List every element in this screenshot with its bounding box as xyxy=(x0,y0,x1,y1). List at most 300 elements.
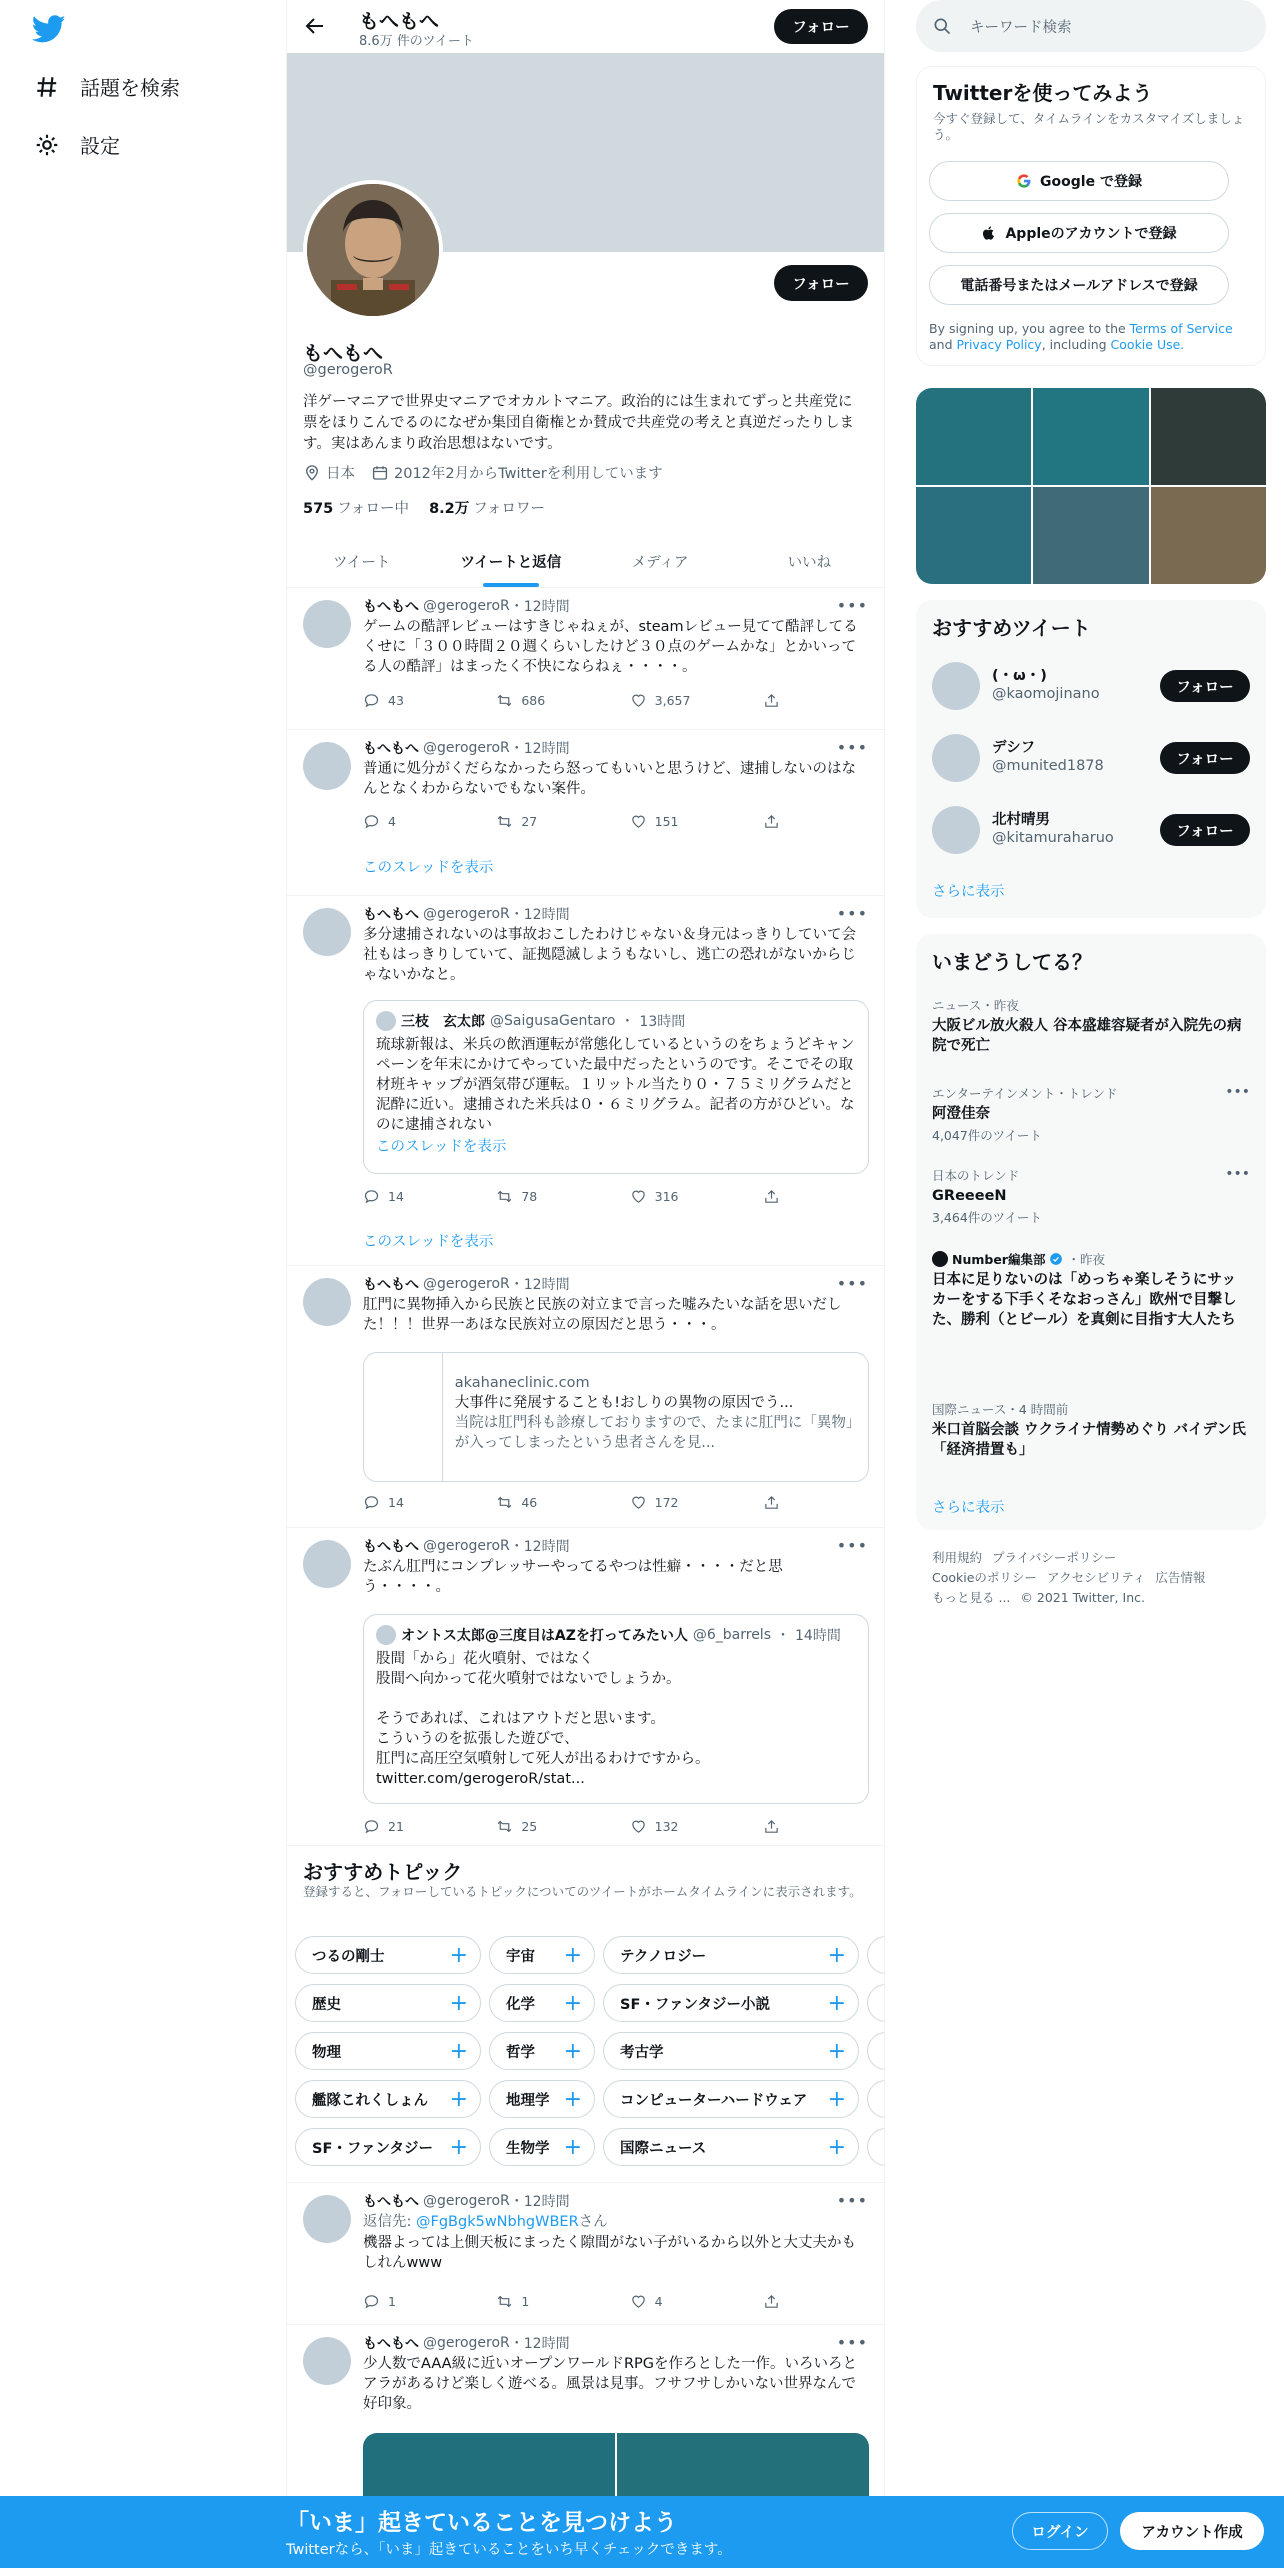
share-icon xyxy=(763,813,780,830)
footer-link[interactable]: 広告情報 xyxy=(1155,1570,1206,1585)
retweet-count: 46 xyxy=(521,1495,538,1510)
trend-title: 米口首脳会談 ウクライナ情勢めぐり バイデン氏「経済措置も」 xyxy=(932,1422,1246,1458)
tab-tweets-and-replies[interactable]: ツイートと返信 xyxy=(436,535,585,587)
bottom-bar-subtitle: Twitterなら、「いま」起きていることをいち早くチェックできます。 xyxy=(286,2542,732,2558)
retweet-icon xyxy=(496,692,513,709)
tweet-text: 普通に処分がくだらなかったら怒ってもいいと思うけど、逮捕しないのはなんとなくわからないでもない案件。 xyxy=(363,761,856,797)
topic-chip[interactable] xyxy=(295,1984,481,2022)
tweet-text: 多分逮捕されないのは事故おこしたわけじゃない＆身元はっきりしていて会社もはっきりしていて、証拠隠滅しようもないし、逃亡の恐れがないからじゃないかなと。 xyxy=(363,927,856,983)
bottom-signup-bar xyxy=(0,2496,1284,2568)
trend-category: 国際ニュース・4 時間前 xyxy=(932,1402,1069,1417)
nav-explore-label: 話題を検索 xyxy=(80,76,180,100)
topic-chip[interactable] xyxy=(295,1936,481,1974)
reply-button[interactable] xyxy=(363,1818,433,1835)
calendar-icon xyxy=(371,464,389,482)
topic-chip[interactable] xyxy=(603,2080,859,2118)
share-icon xyxy=(763,1818,780,1835)
followers-link[interactable] xyxy=(429,497,545,518)
retweet-count: 25 xyxy=(521,1819,538,1834)
topic-chip[interactable] xyxy=(489,2080,595,2118)
reply-button[interactable] xyxy=(363,813,433,830)
like-button[interactable] xyxy=(630,2293,700,2310)
header-name: もへもへ xyxy=(359,9,439,33)
tweet-text: ゲームの酷評レビューはすきじゃねぇが、steamレビュー見てて酷評してるくせに「３００時間２０週くらいしたけど３０点のゲームかな」とかいってる人の酷評」はまったく不快にならねぇ・・・・。 xyxy=(363,619,858,675)
topic-chip[interactable] xyxy=(603,2032,859,2070)
like-button[interactable] xyxy=(630,692,700,709)
more-options-icon[interactable]: ••• xyxy=(836,596,868,615)
topics-title: おすすめトピック xyxy=(303,1860,463,1884)
tweet-handle[interactable]: @gerogeroR xyxy=(423,2193,510,2209)
signup-terms xyxy=(929,321,1257,353)
apple-signup-label: Appleのアカウントで登録 xyxy=(1005,226,1177,242)
header-tweet-count: 8.6万 件のツイート xyxy=(359,34,474,49)
topic-label: 物理 xyxy=(312,2044,341,2061)
tweet-avatar[interactable] xyxy=(303,1278,351,1326)
share-button[interactable] xyxy=(763,692,783,709)
signup-card xyxy=(916,66,1266,366)
quote-text: 股間「から」花火噴射、ではなく 股間へ向かって花火噴射ではないでしょうか。 そうであれば、これはアウトだと思います。 こういうのを拡張した遊びで、 肛門に高圧空気噴射して死人が出るわけですから。 twitter.com/gerogeroR/stat... xyxy=(376,1651,710,1787)
reply-icon xyxy=(363,692,380,709)
reply-button[interactable] xyxy=(363,2293,433,2310)
show-thread-link[interactable]: このスレッドを表示 xyxy=(363,860,494,876)
topic-chip[interactable] xyxy=(867,2032,885,2070)
quoted-tweet[interactable]: 三枝 玄太郎 @SaigusaGentaro ・ 13時間 琉球新報は、米兵の飲酒運転が常態化しているというのをちょうどキャンペーンを年末にかけてやっていた最中だったというのです。そこでその取材班キャップが酒気帯び運転。１リットル当たり０・７５ミリグラムだと泥酔に近い。逮捕された米兵は０・６ミリグラム。記者の方がひどい。なのに逮捕されない このスレッドを表示 xyxy=(363,1000,869,1174)
trend-title: 阿澄佳奈 xyxy=(932,1106,990,1122)
recommended-user[interactable] xyxy=(932,730,1250,786)
retweet-button[interactable] xyxy=(496,1818,566,1835)
media-image[interactable] xyxy=(617,2433,869,2503)
footer-link[interactable]: Cookieのポリシー xyxy=(932,1570,1037,1585)
quote-time: 13時間 xyxy=(639,1014,686,1030)
profile-bio: 洋ゲーマニアで世界史マニアでオカルトマニア。政治的には生まれてずっと共産党に票をほりこんでるのになぜか集団自衛権とか賛成で共産党の考えと真逆だったりします。実はあんまり政治思想はないです。 xyxy=(303,394,854,452)
nav-explore[interactable] xyxy=(34,72,180,101)
profile-meta xyxy=(303,462,663,483)
quote-handle: @6_barrels xyxy=(692,1627,771,1643)
reply-icon xyxy=(363,1818,380,1835)
topic-row xyxy=(295,2128,885,2166)
quote-author-name: 三枝 玄太郎 xyxy=(401,1014,485,1030)
copyright: © 2021 Twitter, Inc. xyxy=(1020,1590,1145,1605)
tweet-handle[interactable]: @gerogeroR xyxy=(423,598,510,614)
tweet[interactable]: もへもへ @gerogeroR ・ 12時間 ••• 返信先: @FgBgk5wNbhgWBERさん 機器よっては上側天板にまったく隙間がない子がいるから以外と大丈夫かもしれんwww 1 1 4 xyxy=(287,2183,884,2325)
share-icon xyxy=(763,1494,780,1511)
tweet[interactable]: もへもへ @gerogeroR ・ 12時間 ••• ゲームの酷評レビューはすきじゃねぇが、steamレビュー見てて酷評してるくせに「３００時間２０週くらいしたけど３０点のゲームかな」とかいってる人の酷評」はまったく不快にならねぇ・・・・。 43 686 3,657 xyxy=(287,588,884,730)
profile-tabs xyxy=(287,535,884,588)
more-options-icon[interactable]: ••• xyxy=(836,2191,868,2210)
topic-chip[interactable] xyxy=(295,2128,481,2166)
topic-chip[interactable] xyxy=(603,1984,859,2022)
recommended-card xyxy=(916,600,1266,918)
trends-title: いまどうしてる？ xyxy=(932,950,1092,974)
share-button[interactable] xyxy=(763,813,783,830)
reply-icon xyxy=(363,2293,380,2310)
plus-icon: + xyxy=(563,1942,582,1968)
like-count: 151 xyxy=(654,814,679,829)
link-card-title: 大事件に発展することも!おしりの異物の原因でう... xyxy=(454,1395,794,1411)
recommended-user-name: 北村晴男 xyxy=(992,812,1050,828)
avatar[interactable] xyxy=(932,662,980,710)
trend-source: Number編集部 xyxy=(952,1252,1046,1267)
trend-category: 日本のトレンド xyxy=(932,1168,1020,1183)
link-card-thumbnail xyxy=(364,1353,443,1481)
google-signup-label: Google で登録 xyxy=(1040,174,1142,190)
retweet-button[interactable] xyxy=(496,2293,566,2310)
more-options-icon[interactable]: ••• xyxy=(836,2333,868,2352)
profile-avatar[interactable] xyxy=(303,180,443,320)
topic-label: 化学 xyxy=(506,1996,535,2013)
heart-icon xyxy=(630,692,647,709)
footer-more-link[interactable]: もっと見る ... xyxy=(932,1590,1011,1605)
tweet-author-name[interactable]: もへもへ xyxy=(363,2194,419,2210)
topic-chip[interactable] xyxy=(603,1936,859,1974)
show-more-link[interactable]: さらに表示 xyxy=(932,1500,1005,1516)
profile-joined: 2012年2月からTwitterを利用しています xyxy=(394,466,663,482)
topics-subtitle: 登録すると、フォローしているトピックについてのツイートがホームタイムラインに表示されます。 xyxy=(303,1884,862,1899)
media-thumbnail[interactable] xyxy=(1033,388,1148,485)
recommended-user[interactable] xyxy=(932,802,1250,858)
more-options-icon[interactable]: ••• xyxy=(836,1536,868,1555)
reply-icon xyxy=(363,1494,380,1511)
tweet-time[interactable]: 12時間 xyxy=(523,599,570,615)
like-count: 3,657 xyxy=(654,693,691,708)
tweet[interactable]: もへもへ @gerogeroR ・ 12時間 ••• 普通に処分がくだらなかったら怒ってもいいと思うけど、逮捕しないのはなんとなくわからないでもない案件。 4 27 151 このスレッドを表示 xyxy=(287,730,884,896)
tweet-handle[interactable]: @gerogeroR xyxy=(423,906,510,922)
topic-row xyxy=(295,1984,885,2022)
like-count: 132 xyxy=(654,1819,679,1834)
back-arrow-icon[interactable] xyxy=(303,14,327,38)
plus-icon: + xyxy=(563,2134,582,2160)
topic-label: 宇宙 xyxy=(506,1948,535,1965)
profile-header-bar xyxy=(287,0,884,53)
trend-item[interactable] xyxy=(932,1084,1250,1144)
plus-icon: + xyxy=(563,2086,582,2112)
show-more-link[interactable]: さらに表示 xyxy=(932,884,1005,900)
share-icon xyxy=(763,2293,780,2310)
reply-icon xyxy=(363,1188,380,1205)
like-button[interactable] xyxy=(630,1494,700,1511)
share-icon xyxy=(763,692,780,709)
recommended-user-name: (・ω・) xyxy=(992,668,1047,684)
topic-label: 歴史 xyxy=(312,1996,341,2013)
trend-title: 日本に足りないのは「めっちゃ楽しそうにサッカーをする下手くそなおっさん」欧州で目撃した、勝利（とビール）を真剣に目指す大人たち xyxy=(932,1272,1237,1328)
topic-chip[interactable] xyxy=(603,2128,859,2166)
heart-icon xyxy=(630,1188,647,1205)
tweet-avatar[interactable] xyxy=(303,742,351,790)
tweet-time[interactable]: 12時間 xyxy=(523,741,570,757)
topic-label: 艦隊これくしょん xyxy=(312,2092,428,2109)
apple-signup-button[interactable] xyxy=(929,213,1229,253)
tweet-avatar[interactable] xyxy=(303,1540,351,1588)
like-button[interactable] xyxy=(630,813,700,830)
trend-category: ニュース・昨夜 xyxy=(932,998,1019,1013)
reply-to-handle[interactable]: @FgBgk5wNbhgWBER xyxy=(416,2214,579,2230)
topic-row xyxy=(295,2032,885,2070)
bottom-bar-title: 「いま」起きていることを見つけよう xyxy=(286,2510,677,2536)
retweet-count: 78 xyxy=(521,1189,538,1204)
phone-email-signup-button[interactable] xyxy=(929,265,1229,305)
topic-label: SF・ファンタジー xyxy=(312,2140,433,2157)
tweet-actions xyxy=(363,692,783,709)
plus-icon: + xyxy=(827,2038,846,2064)
hashtag-icon xyxy=(34,74,60,100)
topic-chip[interactable] xyxy=(867,2080,885,2118)
trend-source-line xyxy=(932,1250,1250,1268)
heart-icon xyxy=(630,1818,647,1835)
topic-chip[interactable] xyxy=(867,2128,885,2166)
retweet-count: 686 xyxy=(521,693,546,708)
retweet-icon xyxy=(496,1494,513,1511)
tweet-author-name[interactable]: もへもへ xyxy=(363,1277,419,1293)
tweet-text: 肛門に異物挿入から民族と民族の対立まで言った嘘みたいな話を思いだした！！！世界一あほな民族対立の原因だと思う・・・。 xyxy=(363,1297,842,1333)
footer-link[interactable]: アクセシビリティ xyxy=(1046,1570,1146,1585)
topic-label: 生物学 xyxy=(506,2140,550,2157)
reply-button[interactable] xyxy=(363,1188,433,1205)
quoted-tweet[interactable]: オントス太郎@三度目はAZを打ってみたい人 @6_barrels ・ 14時間 股間「から」花火噴射、ではなく 股間へ向かって花火噴射ではないでしょうか。 そうであれば、これはアウトだと思います。 こういうのを拡張した遊びで、 肛門に高圧空気噴射して死人が出るわけですから。 twitter.com/gerogeroR/stat... xyxy=(363,1614,869,1804)
tweet[interactable]: もへもへ @gerogeroR ・ 12時間 ••• たぶん肛門にコンプレッサーやってるやつは性癖・・・・だと思う・・・・。 オントス太郎@三度目はAZを打ってみたい人 @6_barrels ・ 14時間 股間「から」花火噴射、ではなく 股間へ向かって花火噴射ではないでしょうか。 そうであれば、これはアウトだと思います。 こういうのを拡張した遊びで、 肛門に高圧空気噴射して死人が出るわけですから。 twitter.com/gerogeroR/stat... 21 25 132 xyxy=(287,1528,884,1846)
more-options-icon[interactable]: ••• xyxy=(836,904,868,923)
media-thumbnail[interactable] xyxy=(1033,487,1148,584)
cookie-use-link[interactable]: Cookie Use. xyxy=(1110,337,1185,352)
search-icon xyxy=(932,16,952,36)
plus-icon: + xyxy=(449,2038,468,2064)
plus-icon: + xyxy=(827,1990,846,2016)
tweet-time[interactable]: 12時間 xyxy=(523,2194,570,2210)
reply-count: 43 xyxy=(388,693,404,708)
plus-icon: + xyxy=(563,1990,582,2016)
like-button[interactable] xyxy=(630,1818,700,1835)
quote-time: 14時間 xyxy=(795,1628,841,1644)
heart-icon xyxy=(630,813,647,830)
tweet[interactable]: もへもへ @gerogeroR ・ 12時間 ••• 少人数でAAA級に近いオープンワールドRPGを作ろとした一作。いろいろとアラがあるけど楽しく遊べる。風景は見事。フサフサしかいない世界なんで好印象。 xyxy=(287,2325,884,2568)
plus-icon: + xyxy=(449,2086,468,2112)
tweet-actions xyxy=(363,813,783,830)
like-count: 4 xyxy=(654,2294,663,2309)
plus-icon: + xyxy=(563,2038,582,2064)
apple-icon xyxy=(981,225,997,241)
tweet-author-name[interactable]: もへもへ xyxy=(363,907,419,923)
terms-text: By signing up, you agree to the xyxy=(929,321,1130,336)
tweet-avatar[interactable] xyxy=(303,2337,351,2385)
like-count: 172 xyxy=(654,1495,679,1510)
terms-of-service-link[interactable]: Terms of Service xyxy=(1129,321,1233,336)
tweet-text: 少人数でAAA級に近いオープンワールドRPGを作ろとした一作。いろいろとアラがあるけど楽しく遊べる。風景は見事。フサフサしかいない世界なんで好印象。 xyxy=(363,2356,858,2412)
topic-label: テクノロジー xyxy=(620,1948,707,1965)
recommended-title: おすすめツイート xyxy=(932,616,1091,640)
show-thread-link[interactable]: このスレッドを表示 xyxy=(363,1234,494,1250)
topic-chip[interactable] xyxy=(867,1984,885,2022)
topic-chip[interactable] xyxy=(867,1936,885,1974)
create-account-button[interactable]: アカウント作成 xyxy=(1120,2512,1264,2550)
more-options-icon[interactable]: ••• xyxy=(1225,1166,1250,1182)
topic-chip[interactable] xyxy=(295,2080,481,2118)
tweet-author-name[interactable]: もへもへ xyxy=(363,1539,419,1555)
tweet-handle[interactable]: @gerogeroR xyxy=(423,2335,510,2351)
topic-chip[interactable] xyxy=(489,1936,595,1974)
like-button[interactable] xyxy=(630,1188,700,1205)
terms-text: and xyxy=(929,337,957,352)
tweet-handle[interactable]: @gerogeroR xyxy=(423,740,510,756)
tweet[interactable]: もへもへ @gerogeroR ・ 12時間 ••• 肛門に異物挿入から民族と民族の対立まで言った嘘みたいな話を思いだした！！！世界一あほな民族対立の原因だと思う・・・。 akahaneclinic.com 大事件に発展することも!おしりの異物の原因でう... 当院は肛門科も診療しておりますので、たまに肛門に「異物」が入ってしまったという患者さんを見... 14 46 172 xyxy=(287,1266,884,1528)
like-count: 316 xyxy=(654,1189,679,1204)
search-placeholder: キーワード検索 xyxy=(970,19,1072,36)
follow-button[interactable]: フォロー xyxy=(1160,814,1250,846)
topic-label: SF・ファンタジー小説 xyxy=(620,1996,770,2013)
tweet-avatar[interactable] xyxy=(303,908,351,956)
tweet-actions xyxy=(363,1818,783,1835)
tweet-text: たぶん肛門にコンプレッサーやってるやつは性癖・・・・だと思う・・・・。 xyxy=(363,1559,783,1595)
reply-to-label: 返信先: xyxy=(363,2214,416,2230)
profile-location: 日本 xyxy=(326,466,355,482)
nav-settings[interactable] xyxy=(34,130,120,159)
trend-count: 4,047件のツイート xyxy=(932,1128,1042,1143)
follow-button[interactable]: フォロー xyxy=(1160,670,1250,702)
share-button[interactable] xyxy=(763,1818,783,1835)
reply-button[interactable] xyxy=(363,692,433,709)
reply-count: 14 xyxy=(388,1495,404,1510)
topic-chip[interactable] xyxy=(489,2128,595,2166)
plus-icon: + xyxy=(449,1990,468,2016)
google-signup-button[interactable] xyxy=(929,161,1229,201)
retweet-button[interactable] xyxy=(496,692,566,709)
trend-item[interactable] xyxy=(932,1400,1250,1460)
following-link[interactable] xyxy=(303,497,409,518)
tweet-text: 機器よっては上側天板にまったく隙間がない子がいるから以外と大丈夫かもしれんwww xyxy=(363,2235,856,2271)
plus-icon: + xyxy=(449,2134,468,2160)
privacy-policy-link[interactable]: Privacy Policy xyxy=(956,337,1042,352)
retweet-count: 1 xyxy=(521,2294,530,2309)
footer-link[interactable]: プライバシーポリシー xyxy=(992,1550,1117,1565)
tweet-time[interactable]: 12時間 xyxy=(523,1539,570,1555)
reply-count: 14 xyxy=(388,1189,404,1204)
link-card-description: 当院は肛門科も診療しておりますので、たまに肛門に「異物」が入ってしまったという患者さんを見... xyxy=(454,1415,854,1451)
plus-icon: + xyxy=(827,2134,846,2160)
phone-email-signup-label: 電話番号またはメールアドレスで登録 xyxy=(960,278,1198,294)
heart-icon xyxy=(630,1494,647,1511)
topic-label: 哲学 xyxy=(506,2044,535,2061)
tweet-time[interactable]: 12時間 xyxy=(523,2336,570,2352)
footer-link[interactable]: 利用規約 xyxy=(932,1550,983,1565)
topic-label: 地理学 xyxy=(506,2092,550,2109)
search-input[interactable] xyxy=(916,0,1266,52)
media-thumbnail[interactable] xyxy=(916,487,1031,584)
recommended-user-handle: @munited1878 xyxy=(992,758,1104,774)
nav-settings-label: 設定 xyxy=(80,134,120,158)
profile-follow-stats xyxy=(303,497,545,518)
link-card[interactable] xyxy=(363,1352,869,1482)
topic-label: 考古学 xyxy=(620,2044,664,2061)
media-thumbnail[interactable] xyxy=(1151,388,1266,485)
tweet[interactable]: もへもへ @gerogeroR ・ 12時間 ••• 多分逮捕されないのは事故おこしたわけじゃない＆身元はっきりしていて会社もはっきりしていて、証拠隠滅しようもないし、逃亡の恐れがないからじゃないかなと。 三枝 玄太郎 @SaigusaGentaro ・ 13時間 琉球新報は、米兵の飲酒運転が常態化しているというのをちょうどキャンペーンを年末にかけてやっていた最中だったというのです。そこでその取材班キャップが酒気帯び運転。１リットル当たり０・７５ミリグラムだと泥酔に近い。逮捕された米兵は０・６ミリグラム。記者の方がひどい。なのに逮捕されない このスレッドを表示 14 78 316 このスレッドを表示 xyxy=(287,896,884,1266)
reply-count: 1 xyxy=(388,2294,396,2309)
quote-show-thread-link[interactable]: このスレッドを表示 xyxy=(376,1139,507,1155)
retweet-button[interactable] xyxy=(496,1494,566,1511)
topic-label: つるの剛士 xyxy=(312,1948,385,1965)
tweet-handle[interactable]: @gerogeroR xyxy=(423,1276,510,1292)
topic-chip[interactable] xyxy=(295,2032,481,2070)
avatar[interactable] xyxy=(932,806,980,854)
recommended-user[interactable] xyxy=(932,658,1250,714)
source-avatar xyxy=(932,1251,948,1267)
reply-icon xyxy=(363,813,380,830)
tweet-time[interactable]: 12時間 xyxy=(523,907,570,923)
tab-tweets[interactable]: ツイート xyxy=(332,554,391,571)
signup-subtitle: 今すぐ登録して、タイムラインをカスタマイズしましょう。 xyxy=(933,111,1245,142)
gear-icon xyxy=(34,132,60,158)
tweet-actions xyxy=(363,1188,783,1205)
tweet-media[interactable] xyxy=(363,2433,869,2503)
quote-handle: @SaigusaGentaro xyxy=(490,1013,616,1029)
reply-count: 21 xyxy=(388,1819,404,1834)
share-button[interactable] xyxy=(763,1188,783,1205)
share-button[interactable] xyxy=(763,1494,783,1511)
reply-to-line xyxy=(363,2212,868,2232)
trend-item[interactable] xyxy=(932,1250,1250,1330)
more-options-icon[interactable]: ••• xyxy=(836,738,868,757)
more-options-icon[interactable]: ••• xyxy=(1225,1084,1250,1100)
topic-label: 国際ニュース xyxy=(620,2140,707,2157)
following-count: 575 xyxy=(303,501,334,517)
link-card-domain: akahaneclinic.com xyxy=(454,1375,590,1391)
topic-chip[interactable] xyxy=(489,1984,595,2022)
twitter-bird-icon[interactable] xyxy=(32,12,66,46)
retweet-icon xyxy=(496,1188,513,1205)
plus-icon: + xyxy=(827,1942,846,1968)
trend-item[interactable] xyxy=(932,1166,1250,1226)
tweet-avatar[interactable] xyxy=(303,2195,351,2243)
media-thumbnail[interactable] xyxy=(1151,487,1266,584)
share-button[interactable] xyxy=(763,2293,783,2310)
trends-card xyxy=(916,934,1266,1530)
tweet-actions xyxy=(363,2293,783,2310)
media-image[interactable] xyxy=(363,2433,615,2503)
tweet-handle[interactable]: @gerogeroR xyxy=(423,1538,510,1554)
tweet-avatar[interactable] xyxy=(303,600,351,648)
header-follow-button[interactable]: フォロー xyxy=(774,9,868,44)
topic-row xyxy=(295,1936,885,1974)
followers-label: フォロワー xyxy=(473,501,546,517)
quote-avatar xyxy=(376,1625,396,1645)
footer xyxy=(932,1548,1252,1608)
profile-handle: @gerogeroR xyxy=(303,362,393,378)
login-button[interactable]: ログイン xyxy=(1012,2512,1108,2550)
retweet-icon xyxy=(496,1818,513,1835)
tweet-author-name[interactable]: もへもへ xyxy=(363,599,419,615)
trend-item[interactable] xyxy=(932,996,1250,1056)
avatar[interactable] xyxy=(932,734,980,782)
topic-chip[interactable] xyxy=(489,2032,595,2070)
portrait-image xyxy=(307,184,439,316)
share-icon xyxy=(763,1188,780,1205)
retweet-button[interactable] xyxy=(496,813,566,830)
tweet-actions xyxy=(363,1494,783,1511)
quote-text: 琉球新報は、米兵の飲酒運転が常態化しているというのをちょうどキャンペーンを年末にかけてやっていた最中だったというのです。そこでその取材班キャップが酒気帯び運転。１リットル当たり０・７５ミリグラムだと泥酔に近い。逮捕された米兵は０・６ミリグラム。記者の方がひどい。なのに逮捕されない xyxy=(376,1037,855,1133)
tweet-time[interactable]: 12時間 xyxy=(523,1277,570,1293)
tweet-author-name[interactable]: もへもへ xyxy=(363,2336,419,2352)
more-options-icon[interactable]: ••• xyxy=(836,1274,868,1293)
follow-button[interactable]: フォロー xyxy=(1160,742,1250,774)
retweet-button[interactable] xyxy=(496,1188,566,1205)
trend-count: 3,464件のツイート xyxy=(932,1210,1042,1225)
tab-likes[interactable]: いいね xyxy=(787,554,832,571)
profile-follow-button[interactable]: フォロー xyxy=(774,265,868,301)
quote-avatar xyxy=(376,1011,396,1031)
reply-button[interactable] xyxy=(363,1494,433,1511)
tweet-author-name[interactable]: もへもへ xyxy=(363,741,419,757)
tab-media[interactable]: メディア xyxy=(631,554,689,571)
trend-title: GReeeeN xyxy=(932,1188,1007,1204)
media-thumbnail[interactable] xyxy=(916,388,1031,485)
trend-title: 大阪ビル放火殺人 谷本盛雄容疑者が入院先の病院で死亡 xyxy=(932,1018,1242,1054)
